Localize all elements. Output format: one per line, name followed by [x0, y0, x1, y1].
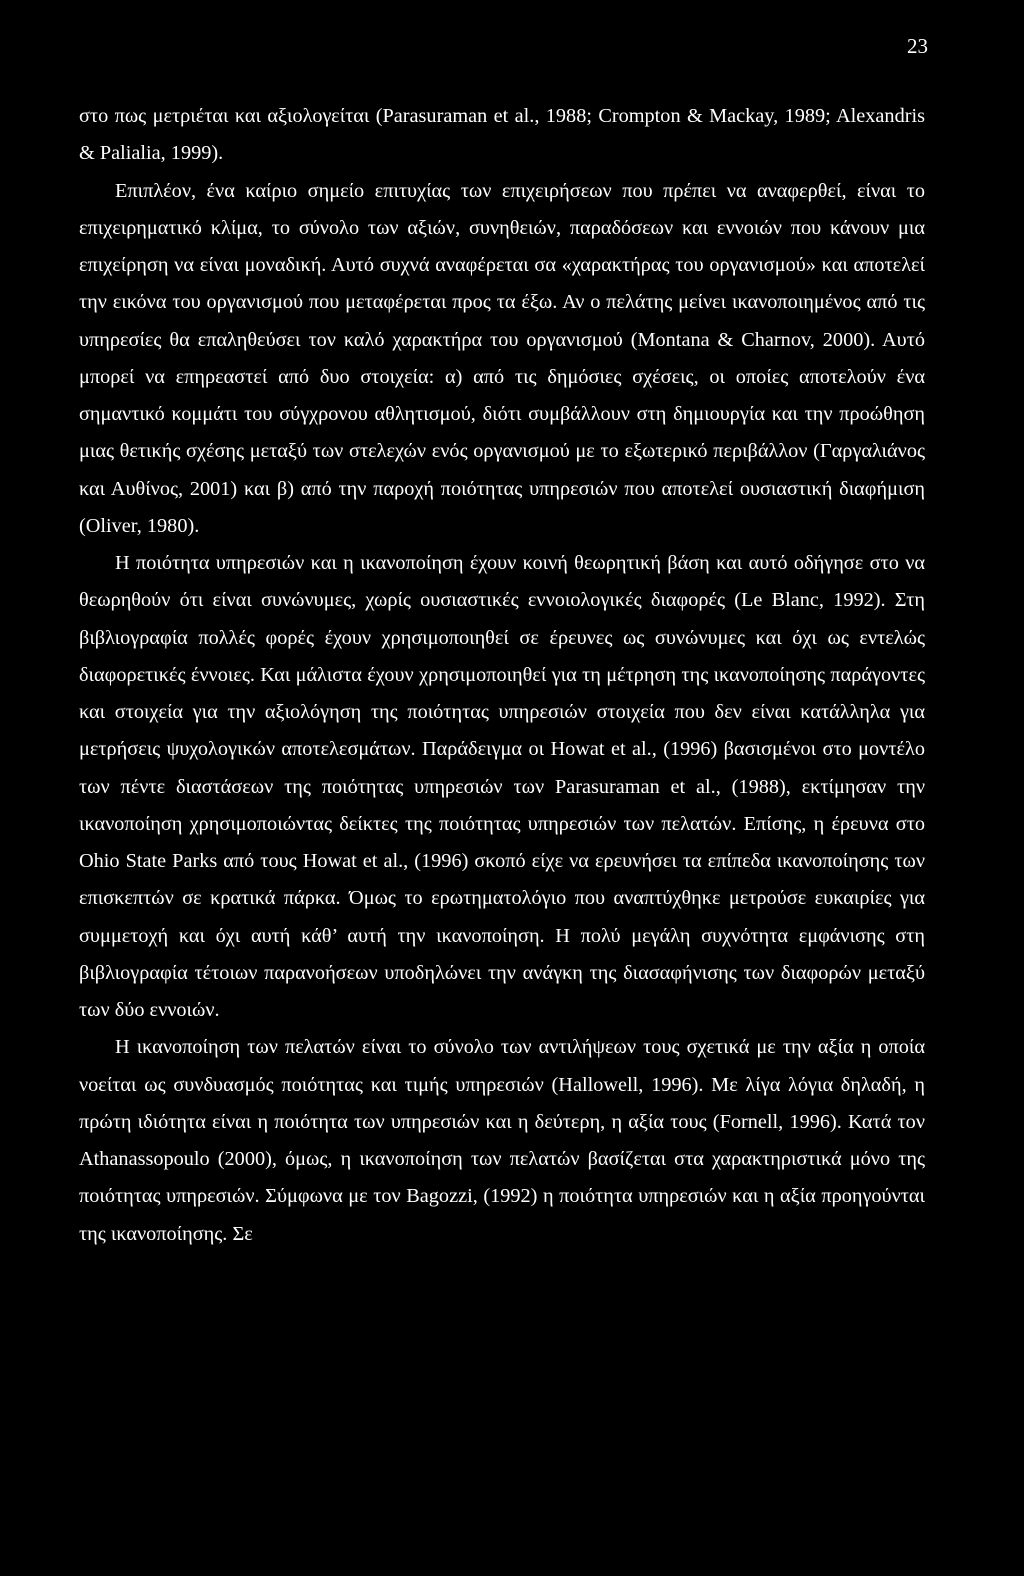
- paragraph-continuation: στο πως μετριέται και αξιολογείται (Parasuraman et al., 1988; Crompton & Mackay, 1989; Alexandris & Palialia, 1999).: [79, 105, 925, 165]
- paragraph-business-climate: Επιπλέον, ένα καίριο σημείο επιτυχίας των επιχειρήσεων που πρέπει να αναφερθεί, είναι το επιχειρηματικό κλίμα, το σύνολο των αξιών, συνηθειών, παραδόσεων και εννοιών που κάνουν μια επιχείρηση να είναι μοναδική. Αυτό συχνά αναφέρεται σα «χαρακτήρας του οργανισμού» και αποτελεί την εικόνα του οργανισμού που μεταφέρεται προς τα έξω. Αν ο πελάτης μείνει ικανοποιημένος από τις υπηρεσίες θα επαληθεύσει τον καλό χαρακτήρα του οργανισμού (Montana & Charnov, 2000). Αυτό μπορεί να επηρεαστεί από δυο στοιχεία: α) από τις δημόσιες σχέσεις, οι οποίες αποτελούν ένα σημαντικό κομμάτι του σύγχρονου αθλητισμού, διότι συμβάλλουν στη δημιουργία και την προώθηση μιας θετικής σχέσης μεταξύ των στελεχών ενός οργανισμού με το εξωτερικό περιβάλλον (Γαργαλιάνος και Αυθίνος, 2001) και β) από την παροχή ποιότητας υπηρεσιών που αποτελεί ουσιαστική διαφήμιση (Oliver, 1980).: [79, 179, 925, 537]
- page-number: 23: [907, 34, 928, 58]
- body-text: [79, 98, 925, 1253]
- paragraph-customer-satisfaction: Η ικανοποίηση των πελατών είναι το σύνολο των αντιλήψεων τους σχετικά με την αξία η οποία νοείται ως συνδυασμός ποιότητας και τιμής υπηρεσιών (Hallowell, 1996). Με λίγα λόγια δηλαδή, η πρώτη ιδιότητα είναι η ποιότητα των υπηρεσιών και η δεύτερη, η αξία τους (Fornell, 1996). Κατά τον Athanassopoulo (2000), όμως, η ικανοποίηση των πελατών βασίζεται στα χαρακτηριστικά μόνο της ποιότητας υπηρεσιών. Σύμφωνα με τον Bagozzi, (1992) η ποιότητα υπηρεσιών και η αξία προηγούνται της ικανοποίησης. Σε: [79, 1036, 925, 1245]
- paragraph-quality-satisfaction: Η ποιότητα υπηρεσιών και η ικανοποίηση έχουν κοινή θεωρητική βάση και αυτό οδήγησε στο να θεωρηθούν ότι είναι συνώνυμες, χωρίς ουσιαστικές εννοιολογικές διαφορές (Le Blanc, 1992). Στη βιβλιογραφία πολλές φορές έχουν χρησιμοποιηθεί σε έρευνες ως συνώνυμες και όχι ως εντελώς διαφορετικές έννοιες. Και μάλιστα έχουν χρησιμοποιηθεί για τη μέτρηση της ικανοποίησης παράγοντες και στοιχεία για την αξιολόγηση της ποιότητας υπηρεσιών στοιχεία που δεν είναι κατάλληλα για μετρήσεις ψυχολογικών αποτελεσμάτων. Παράδειγμα οι Howat et al., (1996) βασισμένοι στο μοντέλο των πέντε διαστάσεων της ποιότητας υπηρεσιών των Parasuraman et al., (1988), εκτίμησαν την ικανοποίηση χρησιμοποιώντας δείκτες της ποιότητας υπηρεσιών των πελατών. Επίσης, η έρευνα στο Ohio State Parks από τους Howat et al., (1996) σκοπό είχε να ερευνήσει τα επίπεδα ικανοποίησης των επισκεπτών σε κρατικά πάρκα. Όμως το ερωτηματολόγιο που αναπτύχθηκε μετρούσε ευκαιρίες για συμμετοχή και όχι αυτή κάθ’ αυτή την ικανοποίηση. Η πολύ μεγάλη συχνότητα εμφάνισης στη βιβλιογραφία τέτοιων παρανοήσεων υποδηλώνει την ανάγκη της διασαφήνισης των διαφορών μεταξύ των δύο εννοιών.: [79, 552, 925, 1021]
